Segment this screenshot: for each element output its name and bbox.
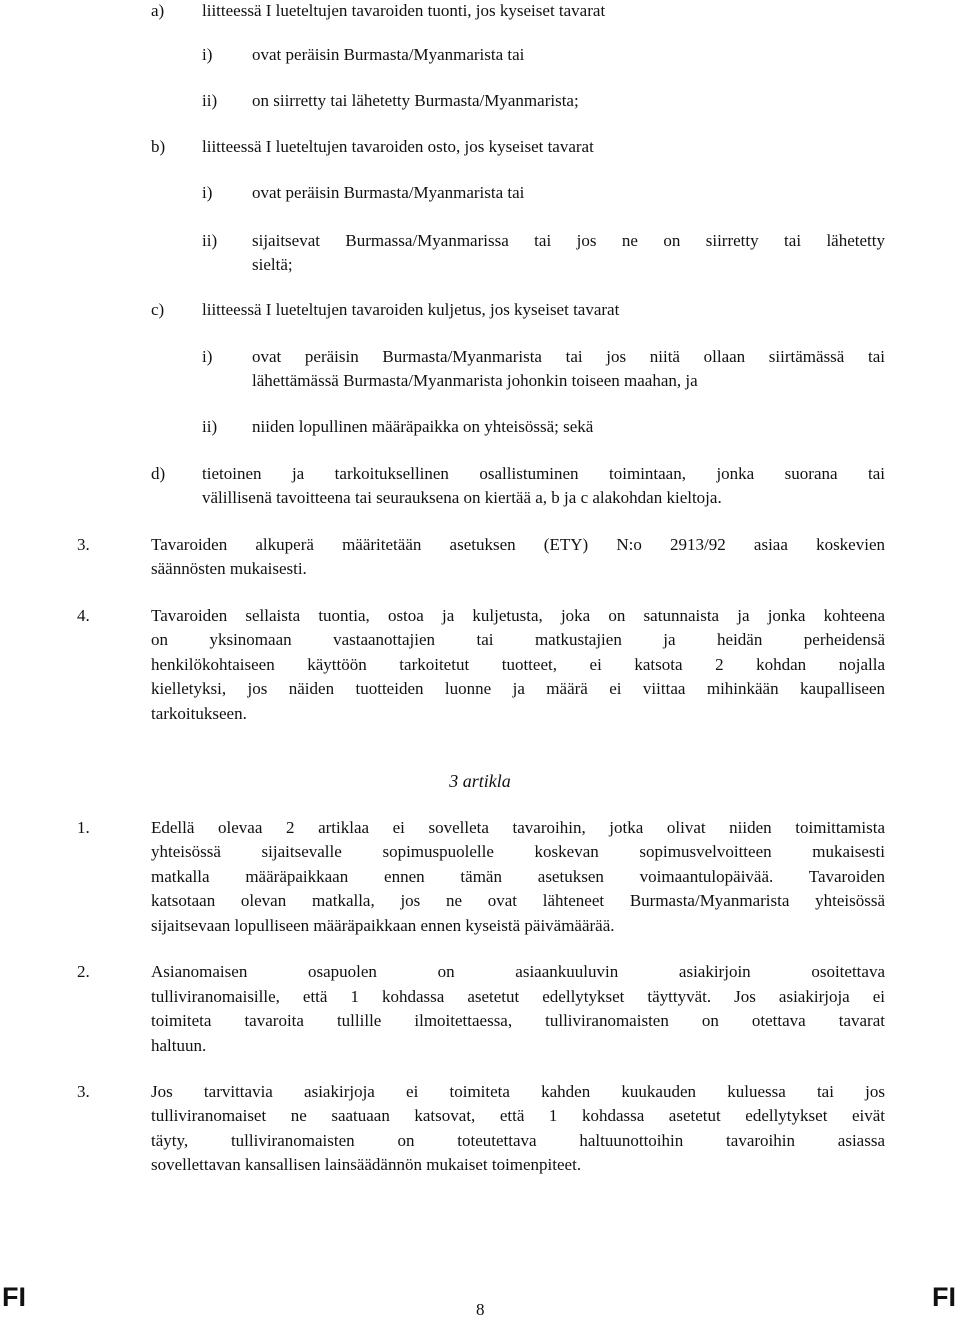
sublist-item-text: lähettämässä Burmasta/Myanmarista johonkin toiseen maahan, ja — [252, 371, 698, 390]
paragraph-text: on yksinomaan vastaanottajien tai matkustajien ja heidän perheidensä — [151, 630, 885, 649]
paragraph-text: sovellettavan kansallisen lainsäädännön mukaiset toimenpiteet. — [151, 1155, 582, 1174]
article-heading: 3 artikla — [449, 771, 511, 791]
paragraph-text: Tavaroiden alkuperä määritetään asetuksen (ETY) N:o 2913/92 asiaa koskevien — [151, 535, 885, 554]
paragraph-text: yhteisössä sijaitsevalle sopimuspuolelle koskevan sopimusvelvoitteen mukaisesti — [151, 842, 885, 861]
list-item-text: tietoinen ja tarkoituksellinen osallistuminen toimintaan, jonka suorana tai — [202, 464, 885, 483]
sublist-item-text: niiden lopullinen määräpaikka on yhteisössä; sekä — [252, 417, 594, 436]
footer-language-right: FI — [932, 1282, 956, 1312]
sublist-item-text: ovat peräisin Burmasta/Myanmarista tai jos niitä ollaan siirtämässä tai — [252, 347, 885, 366]
paragraph-text: kielletyksi, jos näiden tuotteiden luonne ja määrä ei viittaa mihinkään kaupalliseen — [151, 679, 885, 698]
paragraph-text: säännösten mukaisesti. — [151, 559, 307, 578]
paragraph-text: henkilökohtaiseen käyttöön tarkoitetut tuotteet, ei katsota 2 kohdan nojalla — [151, 655, 885, 674]
sublist-label: i) — [202, 347, 213, 366]
paragraph-number: 3. — [77, 1082, 90, 1101]
list-label: d) — [151, 464, 166, 483]
paragraph-text: Edellä olevaa 2 artiklaa ei sovelleta tavaroihin, jotka olivat niiden toimittamista — [151, 818, 885, 837]
page-number: 8 — [476, 1300, 485, 1319]
sublist-item-text: sijaitsevat Burmassa/Myanmarissa tai jos ne on siirretty tai lähetetty — [252, 231, 885, 250]
paragraph-text: Jos tarvittavia asiakirjoja ei toimiteta kahden kuukauden kuluessa tai jos — [151, 1082, 885, 1101]
paragraph-text: matkalla määräpaikkaan ennen tämän asetuksen voimaantulopäivää. Tavaroiden — [151, 867, 885, 886]
list-label: b) — [151, 137, 166, 156]
sublist-label: i) — [202, 45, 213, 64]
paragraph-text: tulliviranomaisille, että 1 kohdassa asetetut edellytykset täyttyvät. Jos asiakirjoja ei — [151, 987, 885, 1006]
list-item-text: välillisenä tavoitteena tai seurauksena on kiertää a, b ja c alakohdan kieltoja. — [202, 488, 722, 507]
paragraph-number: 3. — [77, 535, 90, 554]
paragraph-number: 2. — [77, 962, 90, 981]
paragraph-text: toimiteta tavaroita tullille ilmoitettaessa, tulliviranomaisten on otettava tavarat — [151, 1011, 885, 1030]
sublist-label: ii) — [202, 231, 218, 250]
sublist-label: ii) — [202, 91, 218, 110]
sublist-item-text: sieltä; — [252, 255, 293, 274]
list-item-text: liitteessä I lueteltujen tavaroiden tuonti, jos kyseiset tavarat — [202, 1, 606, 20]
paragraph-text: täyty, tulliviranomaisten on toteutettava haltuunottoihin tavaroihin asiassa — [151, 1131, 885, 1150]
footer-language-left: FI — [2, 1282, 26, 1312]
paragraph-text: tarkoitukseen. — [151, 704, 247, 723]
list-item-text: liitteessä I lueteltujen tavaroiden kuljetus, jos kyseiset tavarat — [202, 300, 620, 319]
list-label: a) — [151, 1, 165, 20]
sublist-item-text: ovat peräisin Burmasta/Myanmarista tai — [252, 45, 525, 64]
list-item-text: liitteessä I lueteltujen tavaroiden osto, jos kyseiset tavarat — [202, 137, 594, 156]
paragraph-number: 1. — [77, 818, 90, 837]
paragraph-text: sijaitsevaan lopulliseen määräpaikkaan ennen kyseistä päivämäärää. — [151, 916, 615, 935]
paragraph-text: Asianomaisen osapuolen on asiaankuuluvin asiakirjoin osoitettava — [151, 962, 885, 981]
paragraph-text: tulliviranomaiset ne saatuaan katsovat, että 1 kohdassa asetetut edellytykset eivät — [151, 1106, 885, 1125]
sublist-item-text: ovat peräisin Burmasta/Myanmarista tai — [252, 183, 525, 202]
paragraph-text: haltuun. — [151, 1036, 207, 1055]
paragraph-text: Tavaroiden sellaista tuontia, ostoa ja kuljetusta, joka on satunnaista ja jonka kohteena — [151, 606, 885, 625]
paragraph-number: 4. — [77, 606, 90, 625]
sublist-label: i) — [202, 183, 213, 202]
sublist-item-text: on siirretty tai lähetetty Burmasta/Myanmarista; — [252, 91, 579, 110]
sublist-label: ii) — [202, 417, 218, 436]
list-label: c) — [151, 300, 165, 319]
paragraph-text: katsotaan olevan matkalla, jos ne ovat lähteneet Burmasta/Myanmarista yhteisössä — [151, 891, 885, 910]
